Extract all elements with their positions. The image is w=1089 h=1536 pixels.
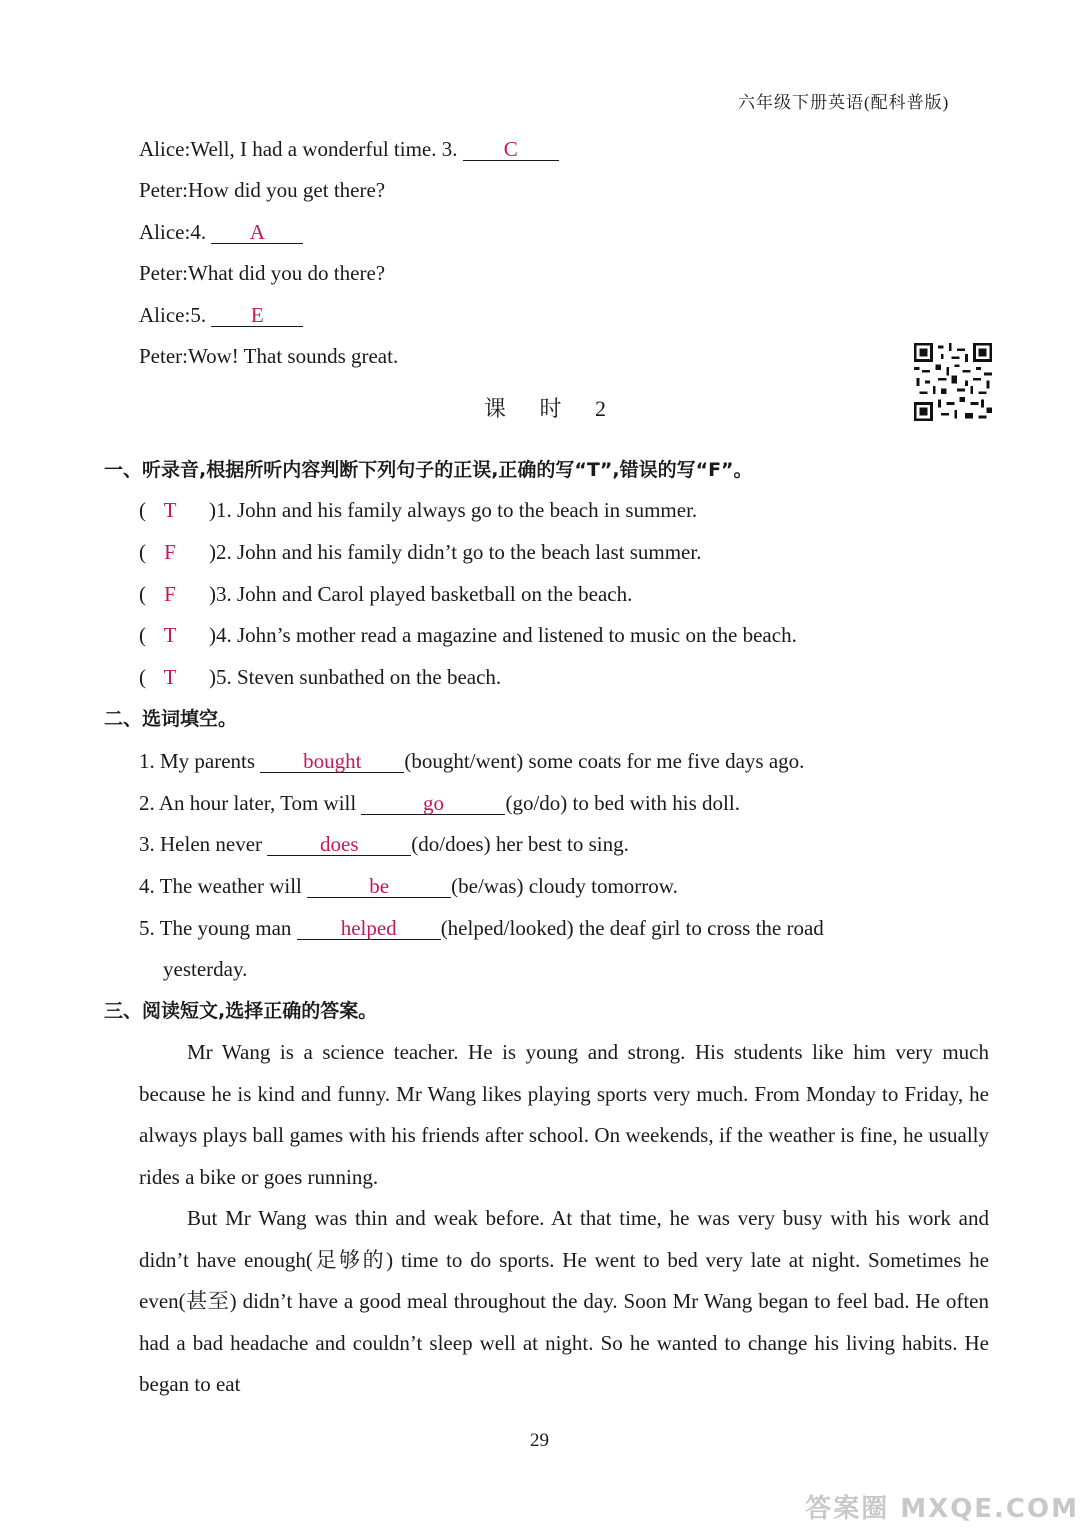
speaker-name: Peter xyxy=(139,178,183,202)
watermark-logo: 答案圈 MXQE.COM xyxy=(805,1494,1079,1524)
qr-code-icon xyxy=(914,343,992,421)
tf-bracket: ( F xyxy=(139,539,209,565)
fill-post-text: (go/do) to bed with his doll. xyxy=(505,791,740,815)
fill-item-5-continued: yesterday. xyxy=(163,957,248,981)
tf-item-5 xyxy=(139,664,501,690)
tf-text: )5. Steven sunbathed on the beach. xyxy=(209,665,502,689)
tf-text: )4. John’s mother read a magazine and listened to music on the beach. xyxy=(209,623,797,647)
page-number: 29 xyxy=(530,1430,549,1451)
fill-blank[interactable]: be xyxy=(307,873,451,898)
dialogue-line-3: Alice:4. A xyxy=(139,219,303,245)
tf-bracket: ( T xyxy=(139,622,209,648)
tf-bracket: ( T xyxy=(139,664,209,690)
reading-paragraph-2: But Mr Wang was thin and weak before. At that time, he was very busy with his work and didn’t have enough(足够的) time to do sports. He went to bed very late at night. Sometimes he even(甚至) didn’t have a good meal throughout the day. Soon Mr Wang began to feel bad. He often had a bad headache and couldn’t sleep well at night. So he wanted to change his living habits. He began to eat xyxy=(139,1206,989,1396)
fill-blank[interactable]: bought xyxy=(260,748,404,773)
answer-blank[interactable]: E xyxy=(211,302,303,327)
speaker-name: Alice xyxy=(139,220,185,244)
fill-blank[interactable]: helped xyxy=(297,915,441,940)
page-header-title: 六年级下册英语(配科普版) xyxy=(738,93,950,112)
dialogue-text: Wow! That sounds great. xyxy=(188,344,399,368)
dialogue-line-2: Peter:How did you get there? xyxy=(139,178,386,202)
fill-post-text: (bought/went) some coats for me five days ago. xyxy=(404,749,805,773)
tf-answer[interactable]: T xyxy=(163,623,177,647)
fill-item-2 xyxy=(139,790,740,816)
speaker-name: Alice xyxy=(139,303,185,327)
tf-answer[interactable]: F xyxy=(164,582,176,606)
lesson-title: 课 时 2 xyxy=(484,396,621,421)
fill-blank[interactable]: go xyxy=(361,790,505,815)
fill-item-4 xyxy=(139,873,678,899)
tf-item-1 xyxy=(139,497,697,523)
fill-pre-text: 5. The young man xyxy=(139,916,292,940)
tf-text: )1. John and his family always go to the beach in summer. xyxy=(209,498,698,522)
reading-paragraph-1: Mr Wang is a science teacher. He is young and strong. His students like him very much because he is kind and funny. Mr Wang likes playing sports very much. From Monday to Friday, he always plays ball games with his friends after school. On weekends, if the weather is fine, he usually rides a bike or goes running. xyxy=(139,1040,989,1189)
tf-answer[interactable]: F xyxy=(164,540,176,564)
section-1-heading: 一、听录音,根据所听内容判断下列句子的正误,正确的写“T”,错误的写“F”。 xyxy=(104,459,753,481)
answer-blank[interactable]: C xyxy=(463,136,559,161)
speaker-name: Alice xyxy=(139,137,185,161)
tf-bracket: ( T xyxy=(139,497,209,523)
dialogue-text: Well, I had a wonderful time. 3. xyxy=(190,137,458,161)
dialogue-line-1: Alice:Well, I had a wonderful time. 3. C xyxy=(139,136,559,162)
speaker-name: Peter xyxy=(139,344,183,368)
fill-item-3 xyxy=(139,831,629,857)
fill-blank[interactable]: does xyxy=(267,831,411,856)
section-3-heading: 三、阅读短文,选择正确的答案。 xyxy=(104,1000,378,1022)
answer-blank[interactable]: A xyxy=(211,219,303,244)
fill-item-1 xyxy=(139,748,804,774)
tf-item-2 xyxy=(139,539,701,565)
dialogue-line-5: Alice:5. E xyxy=(139,302,303,328)
tf-item-4 xyxy=(139,622,797,648)
fill-pre-text: 4. The weather will xyxy=(139,874,302,898)
speaker-name: Peter xyxy=(139,261,183,285)
fill-post-text: (helped/looked) the deaf girl to cross the road xyxy=(440,916,824,940)
section-2-heading: 二、选词填空。 xyxy=(104,708,238,730)
dialogue-line-6: Peter:Wow! That sounds great. xyxy=(139,344,399,368)
fill-post-text: (be/was) cloudy tomorrow. xyxy=(451,874,678,898)
reading-passage xyxy=(139,1032,989,1406)
tf-bracket: ( F xyxy=(139,581,209,607)
fill-post-text: (do/does) her best to sing. xyxy=(411,832,629,856)
fill-pre-text: 1. My parents xyxy=(139,749,256,773)
tf-answer[interactable]: T xyxy=(163,498,177,522)
tf-text: )3. John and Carol played basketball on the beach. xyxy=(209,582,633,606)
dialogue-line-4: Peter:What did you do there? xyxy=(139,261,386,285)
dialogue-text: 4. xyxy=(190,220,207,244)
dialogue-text: How did you get there? xyxy=(188,178,386,202)
dialogue-text: What did you do there? xyxy=(188,261,386,285)
tf-answer[interactable]: T xyxy=(163,665,177,689)
fill-pre-text: 3. Helen never xyxy=(139,832,263,856)
tf-text: )2. John and his family didn’t go to the beach last summer. xyxy=(209,540,702,564)
fill-pre-text: 2. An hour later, Tom will xyxy=(139,791,357,815)
fill-item-5 xyxy=(139,915,824,941)
dialogue-text: 5. xyxy=(190,303,207,327)
tf-item-3 xyxy=(139,581,632,607)
